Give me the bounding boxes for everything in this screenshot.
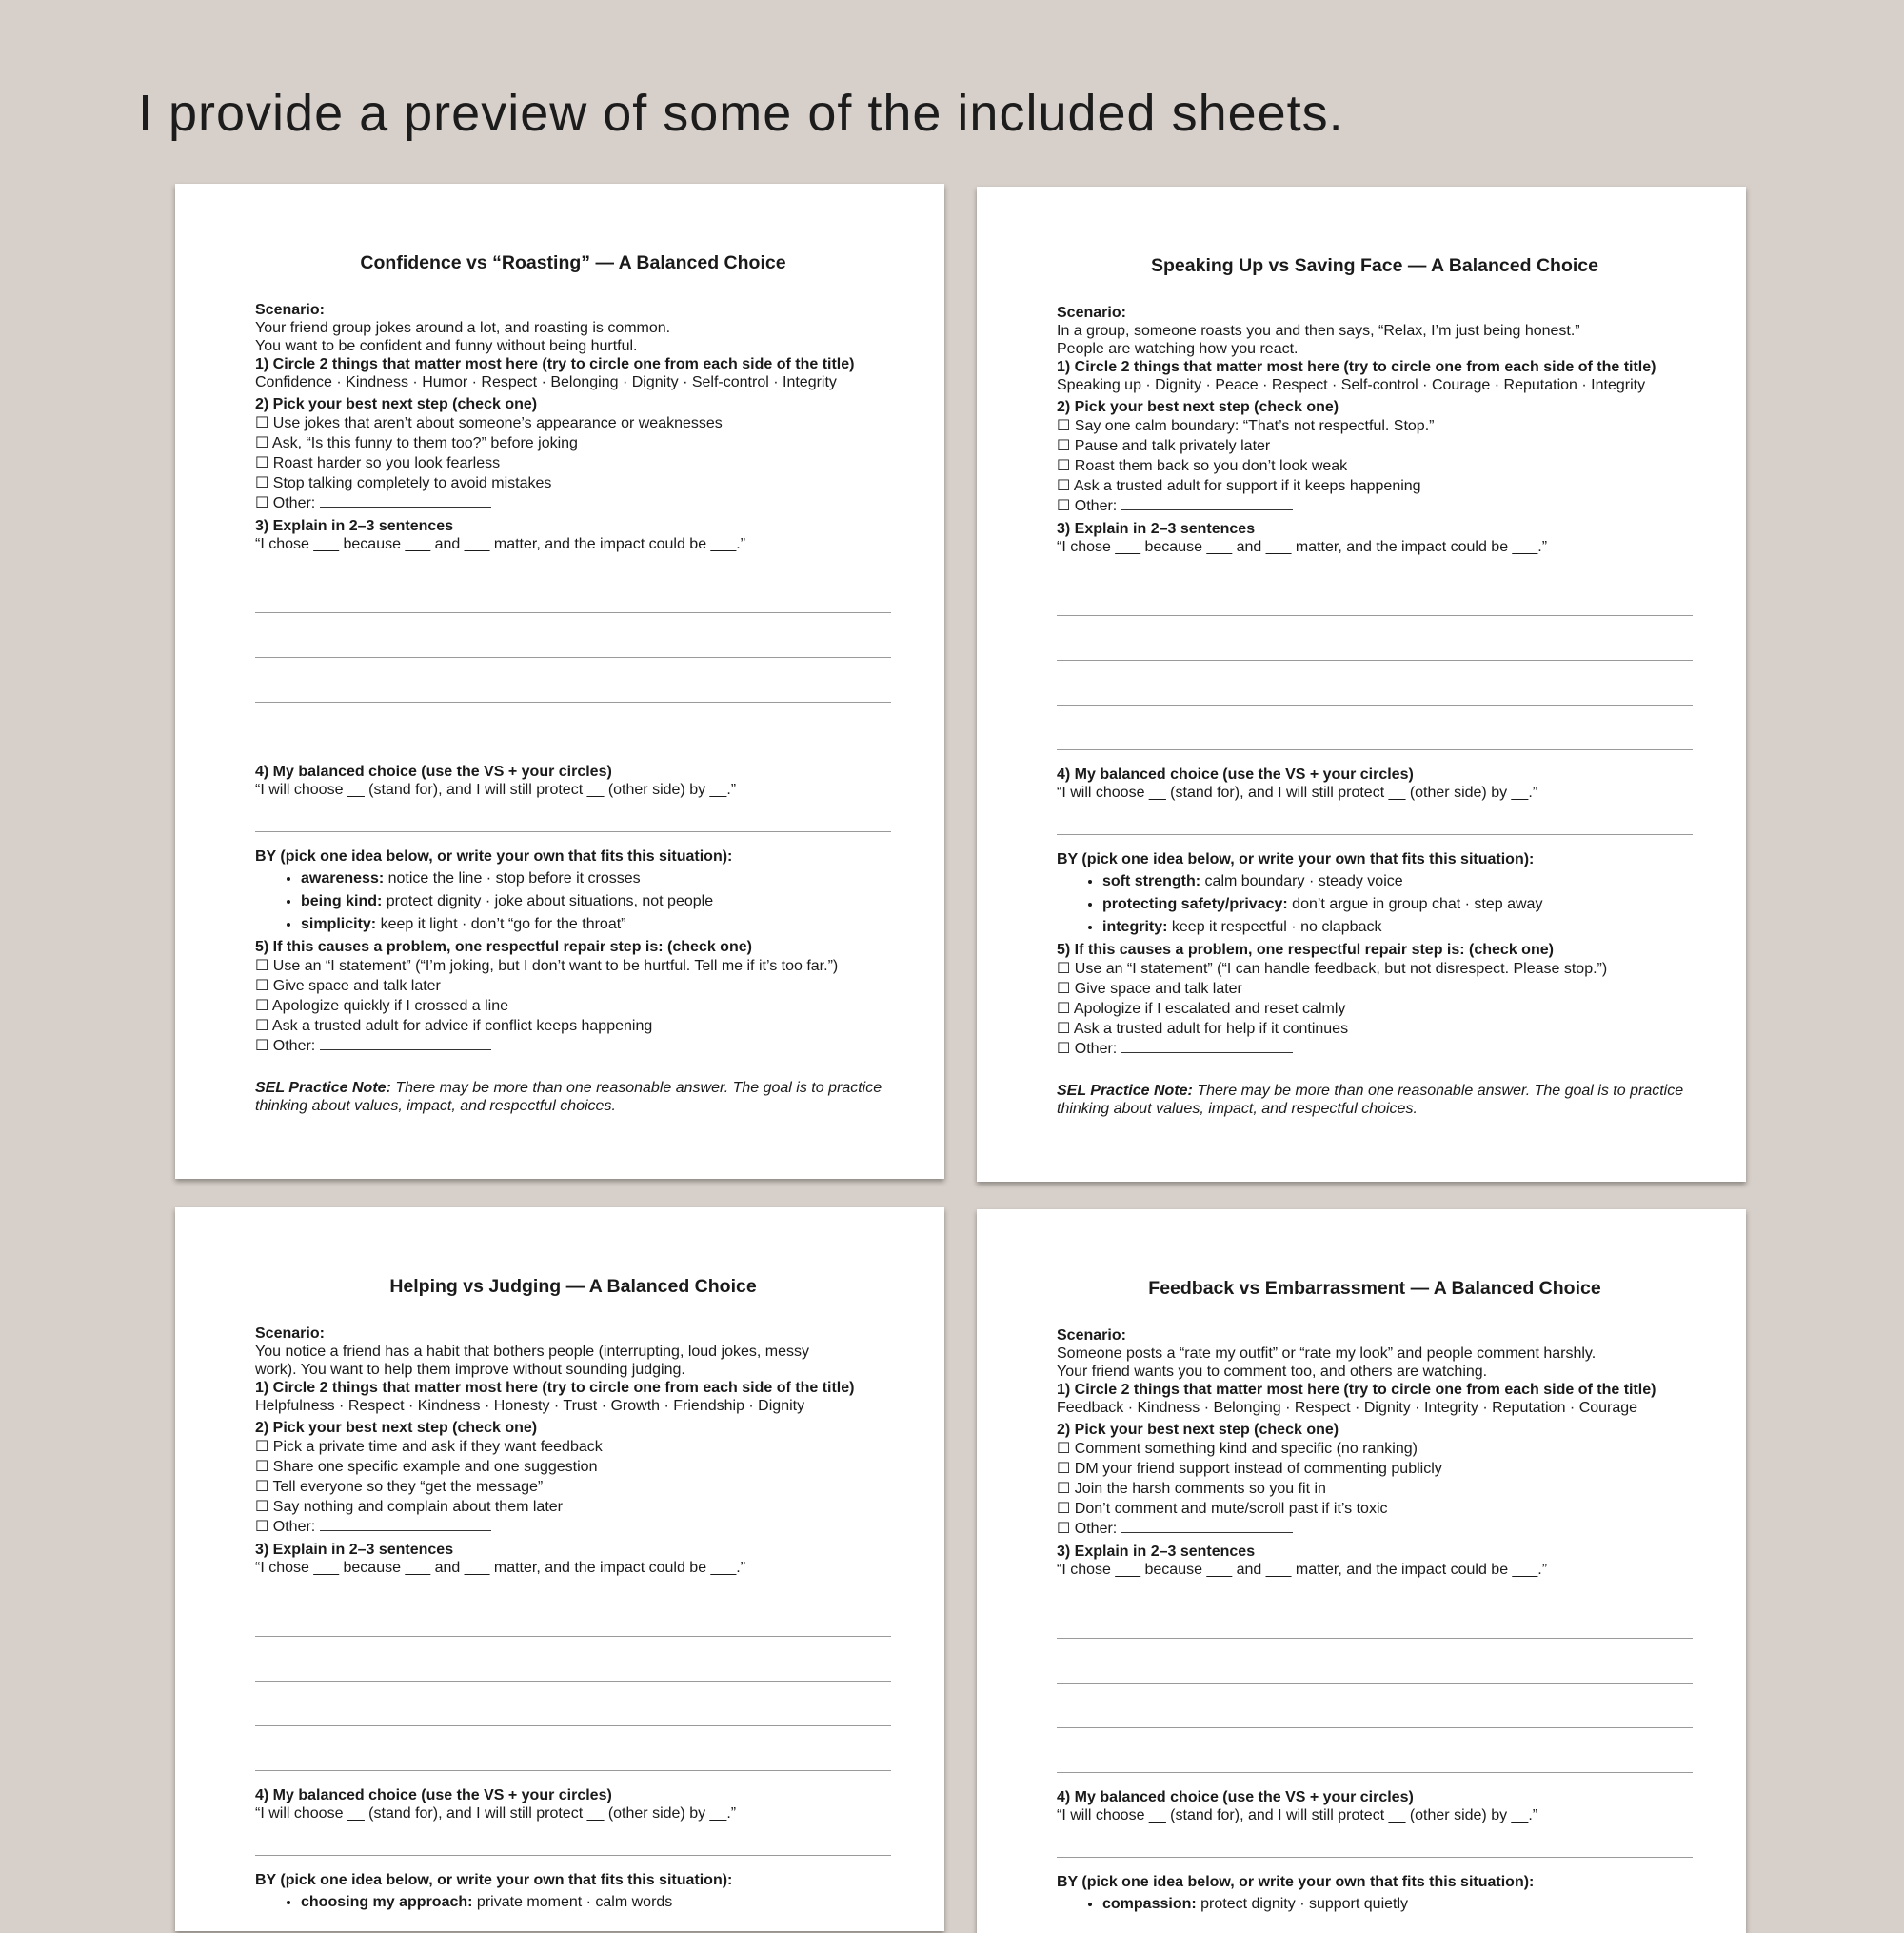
writing-line[interactable] bbox=[255, 1637, 891, 1682]
question-4-prompt: “I will choose __ (stand for), and I will still protect __ (other side) by __.” bbox=[1057, 1807, 1538, 1823]
question-3-label: 3) Explain in 2–3 sentences bbox=[1057, 1544, 1256, 1560]
repair-option-other[interactable] bbox=[255, 1036, 912, 1056]
writing-line[interactable] bbox=[1057, 802, 1693, 835]
scenario-text: work). You want to help them improve without sounding judging. bbox=[255, 1362, 685, 1378]
step-option[interactable]: ☐ Don’t comment and mute/scroll past if it’s toxic bbox=[1057, 1501, 1388, 1517]
question-5-label: 5) If this causes a problem, one respectful repair step is: (check one) bbox=[255, 939, 752, 955]
answer-lines[interactable] bbox=[1057, 571, 1714, 750]
question-3-prompt: “I chose ___ because ___ and ___ matter, and the impact could be ___.” bbox=[255, 1560, 746, 1576]
step-option-other[interactable] bbox=[255, 493, 912, 513]
step-option-other[interactable] bbox=[1057, 496, 1714, 516]
repair-option[interactable]: ☐ Ask a trusted adult for advice if conflict keeps happening bbox=[255, 1018, 653, 1034]
question-1-label: 1) Circle 2 things that matter most here (try to circle one from each side of the title) bbox=[1057, 1382, 1656, 1398]
page-heading: I provide a preview of some of the included sheets. bbox=[138, 85, 1344, 142]
writing-line[interactable] bbox=[1057, 1824, 1693, 1858]
writing-line[interactable] bbox=[255, 799, 891, 832]
writing-line[interactable] bbox=[255, 568, 891, 613]
values-list: Speaking up · Dignity · Peace · Respect · Self-control · Courage · Reputation · Integrity bbox=[1057, 377, 1646, 393]
by-ideas-list bbox=[1057, 1893, 1714, 1916]
question-2-label: 2) Pick your best next step (check one) bbox=[1057, 399, 1339, 415]
step-option[interactable]: ☐ Pick a private time and ask if they want feedback bbox=[255, 1439, 603, 1455]
worksheet-speaking-up-vs-saving-face bbox=[977, 187, 1746, 1182]
writing-line[interactable] bbox=[255, 613, 891, 658]
question-2-label: 2) Pick your best next step (check one) bbox=[255, 1420, 538, 1436]
answer-lines[interactable] bbox=[1057, 1594, 1714, 1773]
step-option[interactable]: ☐ Stop talking completely to avoid mistakes bbox=[255, 475, 552, 491]
scenario-text: Your friend group jokes around a lot, and roasting is common. bbox=[255, 320, 671, 336]
repair-option[interactable]: ☐ Give space and talk later bbox=[1057, 981, 1242, 997]
writing-line[interactable] bbox=[255, 1592, 891, 1637]
answer-lines[interactable] bbox=[255, 568, 912, 747]
step-option[interactable]: ☐ Ask a trusted adult for support if it keeps happening bbox=[1057, 478, 1421, 494]
by-idea: • being kind: protect dignity · joke about situations, not people bbox=[301, 890, 912, 913]
question-5-label: 5) If this causes a problem, one respectful repair step is: (check one) bbox=[1057, 942, 1554, 958]
by-label: BY (pick one idea below, or write your own that fits this situation): bbox=[255, 848, 733, 865]
writing-line[interactable] bbox=[255, 703, 891, 747]
other-blank[interactable] bbox=[1121, 1041, 1293, 1053]
sheet-title: Feedback vs Embarrassment — A Balanced Choice bbox=[1148, 1278, 1601, 1299]
question-3-prompt: “I chose ___ because ___ and ___ matter, and the impact could be ___.” bbox=[1057, 539, 1548, 555]
scenario-label: Scenario: bbox=[1057, 305, 1126, 321]
values-list: Confidence · Kindness · Humor · Respect · Belonging · Dignity · Self-control · Integrity bbox=[255, 374, 837, 390]
step-option[interactable]: ☐ Roast them back so you don’t look weak bbox=[1057, 458, 1348, 474]
sel-practice-note: SEL Practice Note: There may be more than one reasonable answer. The goal is to practice thinking about values, impact, and respectful choices. bbox=[255, 1080, 883, 1114]
repair-option[interactable]: ☐ Give space and talk later bbox=[255, 978, 441, 994]
question-4-prompt: “I will choose __ (stand for), and I will still protect __ (other side) by __.” bbox=[255, 782, 737, 798]
sel-practice-note: SEL Practice Note: There may be more than one reasonable answer. The goal is to practice thinking about values, impact, and respectful choices. bbox=[1057, 1083, 1684, 1117]
by-ideas-list bbox=[255, 1891, 912, 1914]
other-label: ☐ Other: bbox=[255, 1519, 316, 1535]
scenario-label: Scenario: bbox=[255, 302, 325, 318]
scenario-text: Your friend wants you to comment too, and others are watching. bbox=[1057, 1364, 1488, 1380]
scenario-text: Someone posts a “rate my outfit” or “rate my look” and people comment harshly. bbox=[1057, 1345, 1597, 1362]
by-ideas-list bbox=[255, 867, 912, 936]
scenario-text: You notice a friend has a habit that bothers people (interrupting, loud jokes, messy bbox=[255, 1344, 809, 1360]
other-blank[interactable] bbox=[320, 495, 491, 508]
by-label: BY (pick one idea below, or write your own that fits this situation): bbox=[1057, 851, 1535, 867]
sheet-title: Speaking Up vs Saving Face — A Balanced Choice bbox=[1151, 255, 1598, 276]
worksheet-confidence-vs-roasting bbox=[175, 184, 944, 1179]
by-label: BY (pick one idea below, or write your own that fits this situation): bbox=[255, 1872, 733, 1888]
repair-option[interactable]: ☐ Use an “I statement” (“I’m joking, but I don’t want to be hurtful. Tell me if it’s too far.”) bbox=[255, 958, 839, 974]
by-idea: • compassion: protect dignity · support quietly bbox=[1102, 1893, 1714, 1916]
question-3-label: 3) Explain in 2–3 sentences bbox=[255, 1542, 454, 1558]
other-label: ☐ Other: bbox=[255, 1038, 316, 1054]
other-label: ☐ Other: bbox=[1057, 1041, 1118, 1057]
step-option-other[interactable] bbox=[1057, 1519, 1714, 1539]
scenario-label: Scenario: bbox=[255, 1325, 325, 1342]
by-idea: • choosing my approach: private moment · calm words bbox=[301, 1891, 912, 1914]
step-option-other[interactable] bbox=[255, 1517, 912, 1537]
question-3-prompt: “I chose ___ because ___ and ___ matter, and the impact could be ___.” bbox=[1057, 1562, 1548, 1578]
writing-line[interactable] bbox=[1057, 661, 1693, 706]
writing-line[interactable] bbox=[1057, 1728, 1693, 1773]
writing-line[interactable] bbox=[255, 1726, 891, 1771]
worksheet-feedback-vs-embarrassment bbox=[977, 1209, 1746, 1933]
writing-line[interactable] bbox=[255, 658, 891, 703]
writing-line[interactable] bbox=[255, 1823, 891, 1856]
step-option[interactable]: ☐ Use jokes that aren’t about someone’s appearance or weaknesses bbox=[255, 415, 723, 431]
sheet-title: Helping vs Judging — A Balanced Choice bbox=[389, 1276, 757, 1297]
writing-line[interactable] bbox=[1057, 1639, 1693, 1684]
writing-line[interactable] bbox=[1057, 571, 1693, 616]
step-option[interactable]: ☐ Share one specific example and one suggestion bbox=[255, 1459, 598, 1475]
step-option[interactable]: ☐ Pause and talk privately later bbox=[1057, 438, 1271, 454]
step-option[interactable]: ☐ Say nothing and complain about them later bbox=[255, 1499, 563, 1515]
repair-option[interactable]: ☐ Ask a trusted adult for help if it continues bbox=[1057, 1021, 1349, 1037]
scenario-label: Scenario: bbox=[1057, 1327, 1126, 1344]
repair-option-other[interactable] bbox=[1057, 1039, 1714, 1059]
question-1-label: 1) Circle 2 things that matter most here (try to circle one from each side of the title) bbox=[255, 1380, 855, 1396]
writing-line[interactable] bbox=[1057, 1684, 1693, 1728]
repair-option[interactable]: ☐ Apologize quickly if I crossed a line bbox=[255, 998, 509, 1014]
step-option[interactable]: ☐ DM your friend support instead of commenting publicly bbox=[1057, 1461, 1442, 1477]
sheet-title: Confidence vs “Roasting” — A Balanced Choice bbox=[360, 252, 786, 273]
step-option[interactable]: ☐ Roast harder so you look fearless bbox=[255, 455, 501, 471]
question-4-prompt: “I will choose __ (stand for), and I will still protect __ (other side) by __.” bbox=[1057, 785, 1538, 801]
other-blank[interactable] bbox=[320, 1519, 491, 1531]
values-list: Helpfulness · Respect · Kindness · Honesty · Trust · Growth · Friendship · Dignity bbox=[255, 1398, 805, 1414]
answer-lines[interactable] bbox=[255, 1592, 912, 1771]
writing-line[interactable] bbox=[255, 1682, 891, 1726]
question-4-label: 4) My balanced choice (use the VS + your circles) bbox=[1057, 767, 1414, 783]
question-4-prompt: “I will choose __ (stand for), and I will still protect __ (other side) by __.” bbox=[255, 1805, 737, 1822]
step-option[interactable]: ☐ Join the harsh comments so you fit in bbox=[1057, 1481, 1326, 1497]
question-4-label: 4) My balanced choice (use the VS + your circles) bbox=[255, 764, 612, 780]
by-idea: • protecting safety/privacy: don’t argue in group chat · step away bbox=[1102, 893, 1714, 916]
values-list: Feedback · Kindness · Belonging · Respect · Dignity · Integrity · Reputation · Courage bbox=[1057, 1400, 1638, 1416]
step-option[interactable]: ☐ Say one calm boundary: “That’s not respectful. Stop.” bbox=[1057, 418, 1435, 434]
other-blank[interactable] bbox=[320, 1038, 491, 1050]
question-1-label: 1) Circle 2 things that matter most here (try to circle one from each side of the title) bbox=[255, 356, 855, 372]
writing-line[interactable] bbox=[1057, 1594, 1693, 1639]
other-label: ☐ Other: bbox=[1057, 1521, 1118, 1537]
other-label: ☐ Other: bbox=[1057, 498, 1118, 514]
scenario-text: People are watching how you react. bbox=[1057, 341, 1299, 357]
step-option[interactable]: ☐ Comment something kind and specific (no ranking) bbox=[1057, 1441, 1418, 1457]
by-idea: • simplicity: keep it light · don’t “go for the throat” bbox=[301, 913, 912, 936]
question-2-label: 2) Pick your best next step (check one) bbox=[1057, 1422, 1339, 1438]
other-label: ☐ Other: bbox=[255, 495, 316, 511]
question-1-label: 1) Circle 2 things that matter most here (try to circle one from each side of the title) bbox=[1057, 359, 1656, 375]
repair-option[interactable]: ☐ Apologize if I escalated and reset calmly bbox=[1057, 1001, 1346, 1017]
scenario-text: In a group, someone roasts you and then says, “Relax, I’m just being honest.” bbox=[1057, 323, 1580, 339]
by-ideas-list bbox=[1057, 870, 1714, 939]
worksheet-helping-vs-judging bbox=[175, 1207, 944, 1931]
by-idea: • awareness: notice the line · stop before it crosses bbox=[301, 867, 912, 890]
question-4-label: 4) My balanced choice (use the VS + your circles) bbox=[1057, 1789, 1414, 1805]
writing-line[interactable] bbox=[1057, 616, 1693, 661]
writing-line[interactable] bbox=[1057, 706, 1693, 750]
question-3-prompt: “I chose ___ because ___ and ___ matter, and the impact could be ___.” bbox=[255, 536, 746, 552]
other-blank[interactable] bbox=[1121, 1521, 1293, 1533]
scenario-text: You want to be confident and funny without being hurtful. bbox=[255, 338, 638, 354]
question-4-label: 4) My balanced choice (use the VS + your circles) bbox=[255, 1787, 612, 1803]
question-3-label: 3) Explain in 2–3 sentences bbox=[1057, 521, 1256, 537]
step-option[interactable]: ☐ Ask, “Is this funny to them too?” before joking bbox=[255, 435, 578, 451]
by-idea: • integrity: keep it respectful · no clapback bbox=[1102, 916, 1714, 939]
step-option[interactable]: ☐ Tell everyone so they “get the message” bbox=[255, 1479, 544, 1495]
by-idea: • soft strength: calm boundary · steady voice bbox=[1102, 870, 1714, 893]
by-label: BY (pick one idea below, or write your own that fits this situation): bbox=[1057, 1874, 1535, 1890]
question-2-label: 2) Pick your best next step (check one) bbox=[255, 396, 538, 412]
other-blank[interactable] bbox=[1121, 498, 1293, 510]
question-3-label: 3) Explain in 2–3 sentences bbox=[255, 518, 454, 534]
repair-option[interactable]: ☐ Use an “I statement” (“I can handle feedback, but not disrespect. Please stop.”) bbox=[1057, 961, 1608, 977]
